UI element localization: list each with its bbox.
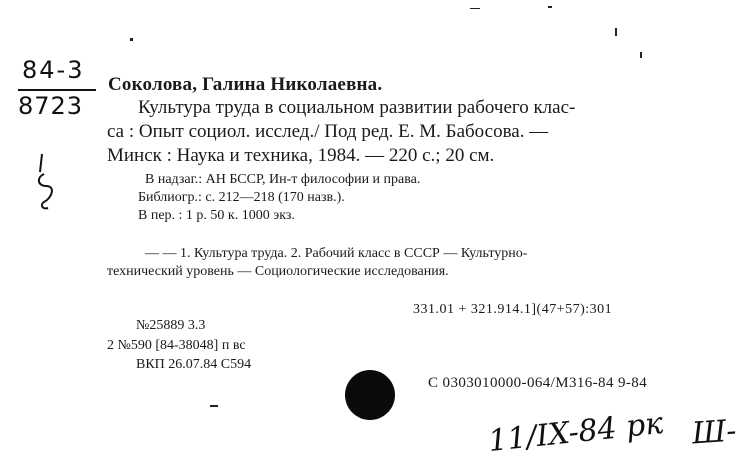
call-number-shelf: 84-3	[22, 56, 85, 84]
scan-speck	[640, 52, 642, 58]
classification-code: 331.01 + 321.914.1](47+57):301	[413, 302, 613, 317]
scan-speck	[615, 28, 617, 36]
call-number-divider	[18, 89, 96, 91]
entry-subjects-line-2: технический уровень — Социологические исследования.	[107, 264, 449, 279]
registration-line-1: №25889 3.3	[136, 318, 206, 333]
entry-author: Соколова, Галина Николаевна.	[108, 74, 383, 95]
scan-speck	[548, 6, 552, 8]
scan-speck	[130, 38, 133, 41]
punch-hole-mark	[345, 370, 395, 420]
catalog-number: С 0303010000-064/М316-84 9-84	[428, 375, 648, 391]
handwritten-mark: Ш-	[690, 413, 738, 452]
entry-title-line-3: Минск : Наука и техника, 1984. — 220 с.; 20 см.	[107, 145, 495, 166]
handwritten-scribble-icon	[34, 150, 64, 216]
entry-note-price: В пер. : 1 р. 50 к. 1000 экз.	[138, 208, 295, 223]
registration-line-2: 2 №590 [84-38048] п вс	[107, 338, 246, 353]
registration-line-3: ВКП 26.07.84 С594	[136, 357, 252, 372]
scan-speck	[470, 8, 480, 9]
handwritten-date: 11/IX-84 рк	[486, 405, 665, 460]
entry-note-bibliography: Библиогр.: с. 212—218 (170 назв.).	[138, 190, 345, 205]
entry-title-line-1: Культура труда в социальном развитии рабочего клас-	[138, 97, 576, 118]
entry-title-line-2: са : Опыт социол. исслед./ Под ред. Е. М. Бабосова. —	[107, 121, 549, 142]
entry-note-header: В надзаг.: АН БССР, Ин-т философии и права.	[145, 172, 421, 187]
call-number-inventory: 8723	[18, 92, 84, 120]
entry-subjects-line-1: — — 1. Культура труда. 2. Рабочий класс в СССР — Культурно-	[145, 246, 528, 261]
scan-speck	[210, 405, 218, 407]
